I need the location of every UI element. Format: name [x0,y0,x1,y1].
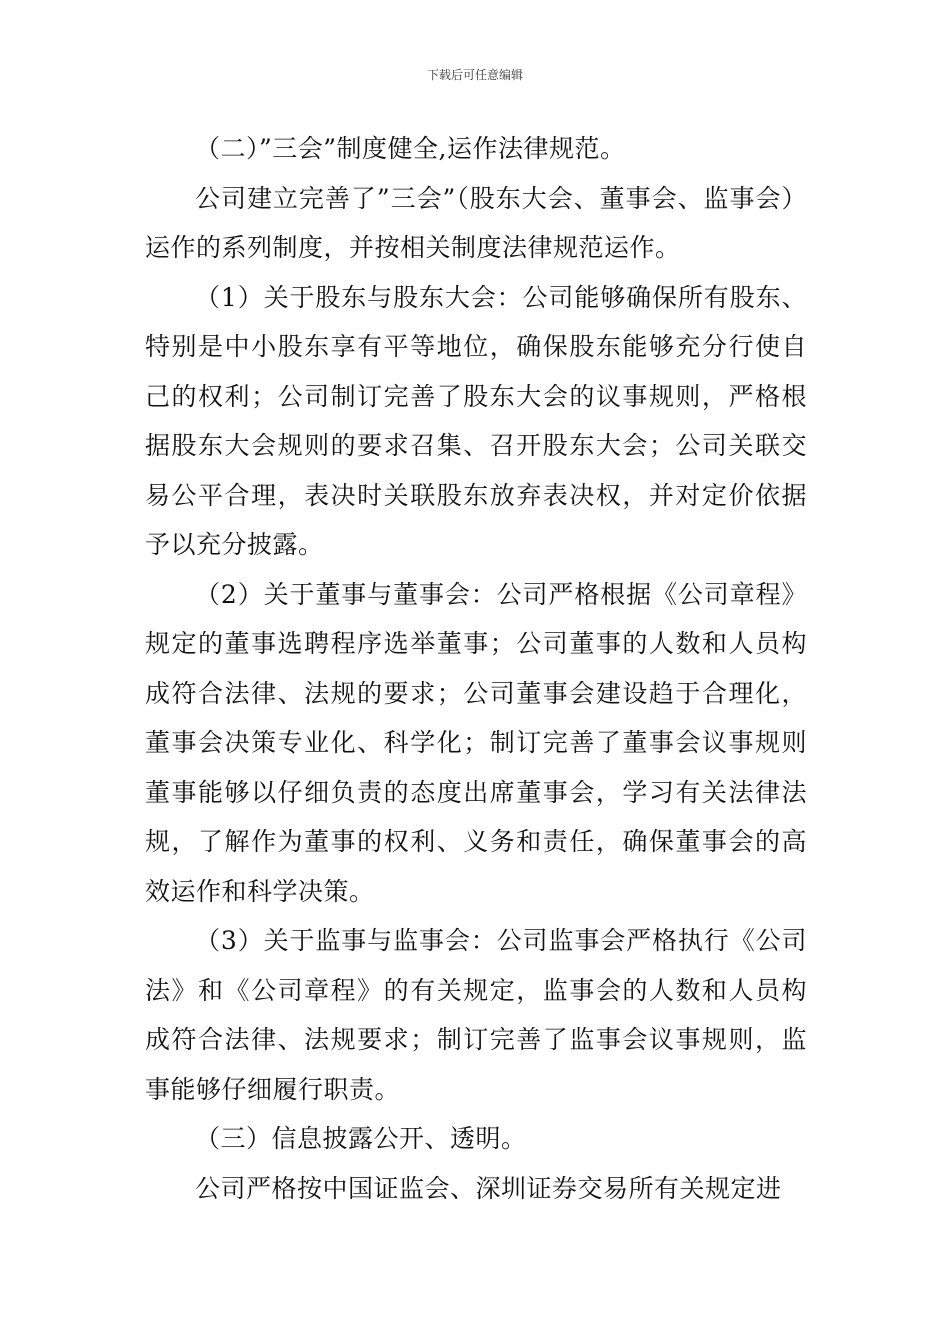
paragraph-shareholders: （1）关于股东与股东大会：公司能够确保所有股东、特别是中小股东享有平等地位，确保股东能够充分行使自己的权利；公司制订完善了股东大会的议事规则，严格根据股东大会规则的要求召集、召开股东大会；公司关联交易公平合理，表决时关联股东放弃表决权，并对定价依据予以充分披露。 [145,282,807,559]
paragraph-directors: （2）关于董事与董事会：公司严格根据《公司章程》规定的董事选聘程序选举董事；公司董事的人数和人员构成符合法律、法规的要求；公司董事会建设趋于合理化，董事会决策专业化、科学化；制订完善了董事会议事规则董事能够以仔细负责的态度出席董事会，学习有关法律法规，了解作为董事的权利、义务和责任，确保董事会的高效运作和科学决策。 [145,579,807,906]
paragraph-disclosure: 公司严格按中国证监会、深圳证券交易所有关规定进 [195,1173,782,1203]
document-body [145,124,807,1213]
section-heading-2: （二）”三会”制度健全,运作法律规范。 [195,134,626,163]
section-heading-3: （三）信息披露公开、透明。 [195,1124,527,1153]
header-note: 下载后可任意编辑 [426,68,523,82]
paragraph-supervisors: （3）关于监事与监事会：公司监事会严格执行《公司法》和《公司章程》的有关规定，监事会的人数和人员构成符合法律、法规要求；制订完善了监事会议事规则，监事能够仔细履行职责。 [145,926,807,1104]
paragraph-intro: 公司建立完善了”三会”（股东大会、董事会、监事会）运作的系列制度，并按相关制度法律规范运作。 [145,183,807,262]
